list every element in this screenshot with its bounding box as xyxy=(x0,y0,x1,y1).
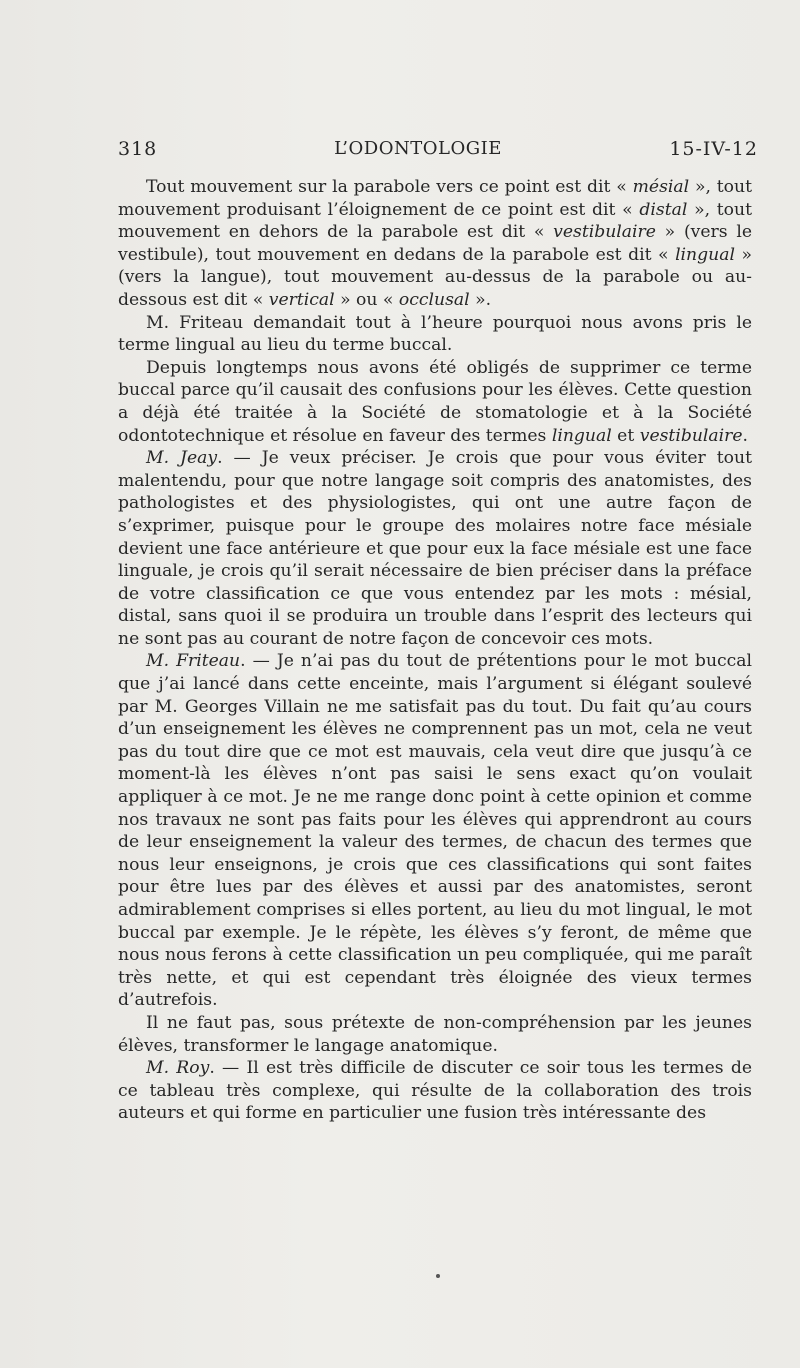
paragraph xyxy=(118,650,752,1012)
text-run: . xyxy=(742,425,749,446)
text-run: » ou « xyxy=(334,289,399,310)
text-run: . — Je n’ai pas du tout de prétentions pour le mot buccal que j’ai lancé dans cette enceinte, mais l’argument si élégant soulevé par M. Georges Villain ne me satisfait pas du tout. Du fait qu’au cours d’un enseignement les élèves ne comprennent pas un mot, cela ne veut pas du tout dire que ce mot est mauvais, cela veut dire que jusqu’à ce moment-là les élèves n’ont pas saisi le sens exact qu’on voulait appliquer à ce mot. Je ne me range donc point à cette opinion et comme nos travaux ne sont pas faits pour les élèves qui apprendront au cours de leur enseignement la valeur des termes, de chacun des termes que nous leur enseignons, je crois que ces classifications qui sont faites pour être lues par des élèves et aussi par des anatomistes, seront admirablement comprises si elles portent, au lieu du mot lingual, le mot buccal par exemple. Je le répète, les élèves s’y feront, de même que nous nous ferons à cette classification un peu compliquée, qui me paraît très nette, et qui est cependant très éloignée des vieux termes d’autrefois. xyxy=(118,651,753,1011)
text-run: », tout mouvement en dehors de la parabole est dit « xyxy=(118,199,753,243)
paragraph xyxy=(118,1057,752,1125)
text-run: . — Il est très difficile de discuter ce soir tous les termes de ce tableau très complexe, qui résulte de la collaboration des trois auteurs et qui forme en particulier une fusion très intéressante des xyxy=(118,1058,752,1124)
italic-run: lingual xyxy=(675,244,735,265)
text-run: », tout mouvement produisant l’éloignement de ce point est dit « xyxy=(118,177,752,220)
italic-run: M. Jeay xyxy=(146,448,218,469)
italic-run: mésial xyxy=(632,177,690,197)
paragraph xyxy=(118,1012,752,1057)
running-header xyxy=(118,138,758,170)
body-text xyxy=(118,176,752,1125)
issue-date: 15-IV-12 xyxy=(669,138,758,160)
text-run: ». xyxy=(469,289,492,310)
italic-run: distal xyxy=(639,199,688,220)
text-run: Il ne faut pas, sous prétexte de non-compréhension par les jeunes élèves, transformer le langage anatomique. xyxy=(118,1012,752,1056)
italic-run: M. Roy xyxy=(146,1058,210,1079)
italic-run: M. Friteau xyxy=(146,651,241,672)
ink-speck xyxy=(436,1274,440,1278)
text-run: et xyxy=(611,425,640,446)
page-number: 318 xyxy=(118,138,158,160)
paragraph xyxy=(118,312,752,357)
text-run: » (vers le vestibule), tout mouvement en dedans de la parabole est dit « xyxy=(118,222,752,265)
text-run: M. Friteau demandait tout à l’heure pourquoi nous avons pris le terme lingual au lieu du terme buccal. xyxy=(118,312,752,356)
paragraph xyxy=(118,176,752,312)
text-run: Tout mouvement sur la parabole vers ce point est dit « xyxy=(146,177,633,197)
paragraph xyxy=(118,447,752,650)
journal-title: L’ODONTOLOGIE xyxy=(334,138,502,159)
italic-run: occlusal xyxy=(398,289,470,310)
italic-run: lingual xyxy=(551,425,612,446)
italic-run: vestibulaire xyxy=(553,222,656,243)
italic-run: vertical xyxy=(268,289,335,310)
paragraph xyxy=(118,357,752,447)
text-run: . — Je veux préciser. Je crois que pour vous éviter tout malentendu, pour que notre langage soit compris des anatomistes, des pathologistes et des physiologistes, qui ont une autre façon de s’exprimer, puisque pour le groupe des molaires notre face mésiale devient une face antérieure et que pour eux la face mésiale est une face linguale, je crois qu’il serait nécessaire de bien préciser dans la préface de votre classification ce que vous entendez par les mots : mésial, distal, sans quoi il se produira un trouble dans l’esprit des lecteurs qui ne sont pas au courant de notre façon de concevoir ces mots. xyxy=(118,448,752,649)
italic-run: vestibulaire xyxy=(639,425,743,446)
text-run: » (vers la langue), tout mouvement au-dessus de la parabole ou au-dessous est dit « xyxy=(118,244,752,310)
text-run: Depuis longtemps nous avons été obligés de supprimer ce terme buccal parce qu’il causait des confusions pour les élèves. Cette question a déjà été traitée à la Société de stomatologie et à la Société odontotechnique et résolue en faveur des termes xyxy=(118,357,752,446)
